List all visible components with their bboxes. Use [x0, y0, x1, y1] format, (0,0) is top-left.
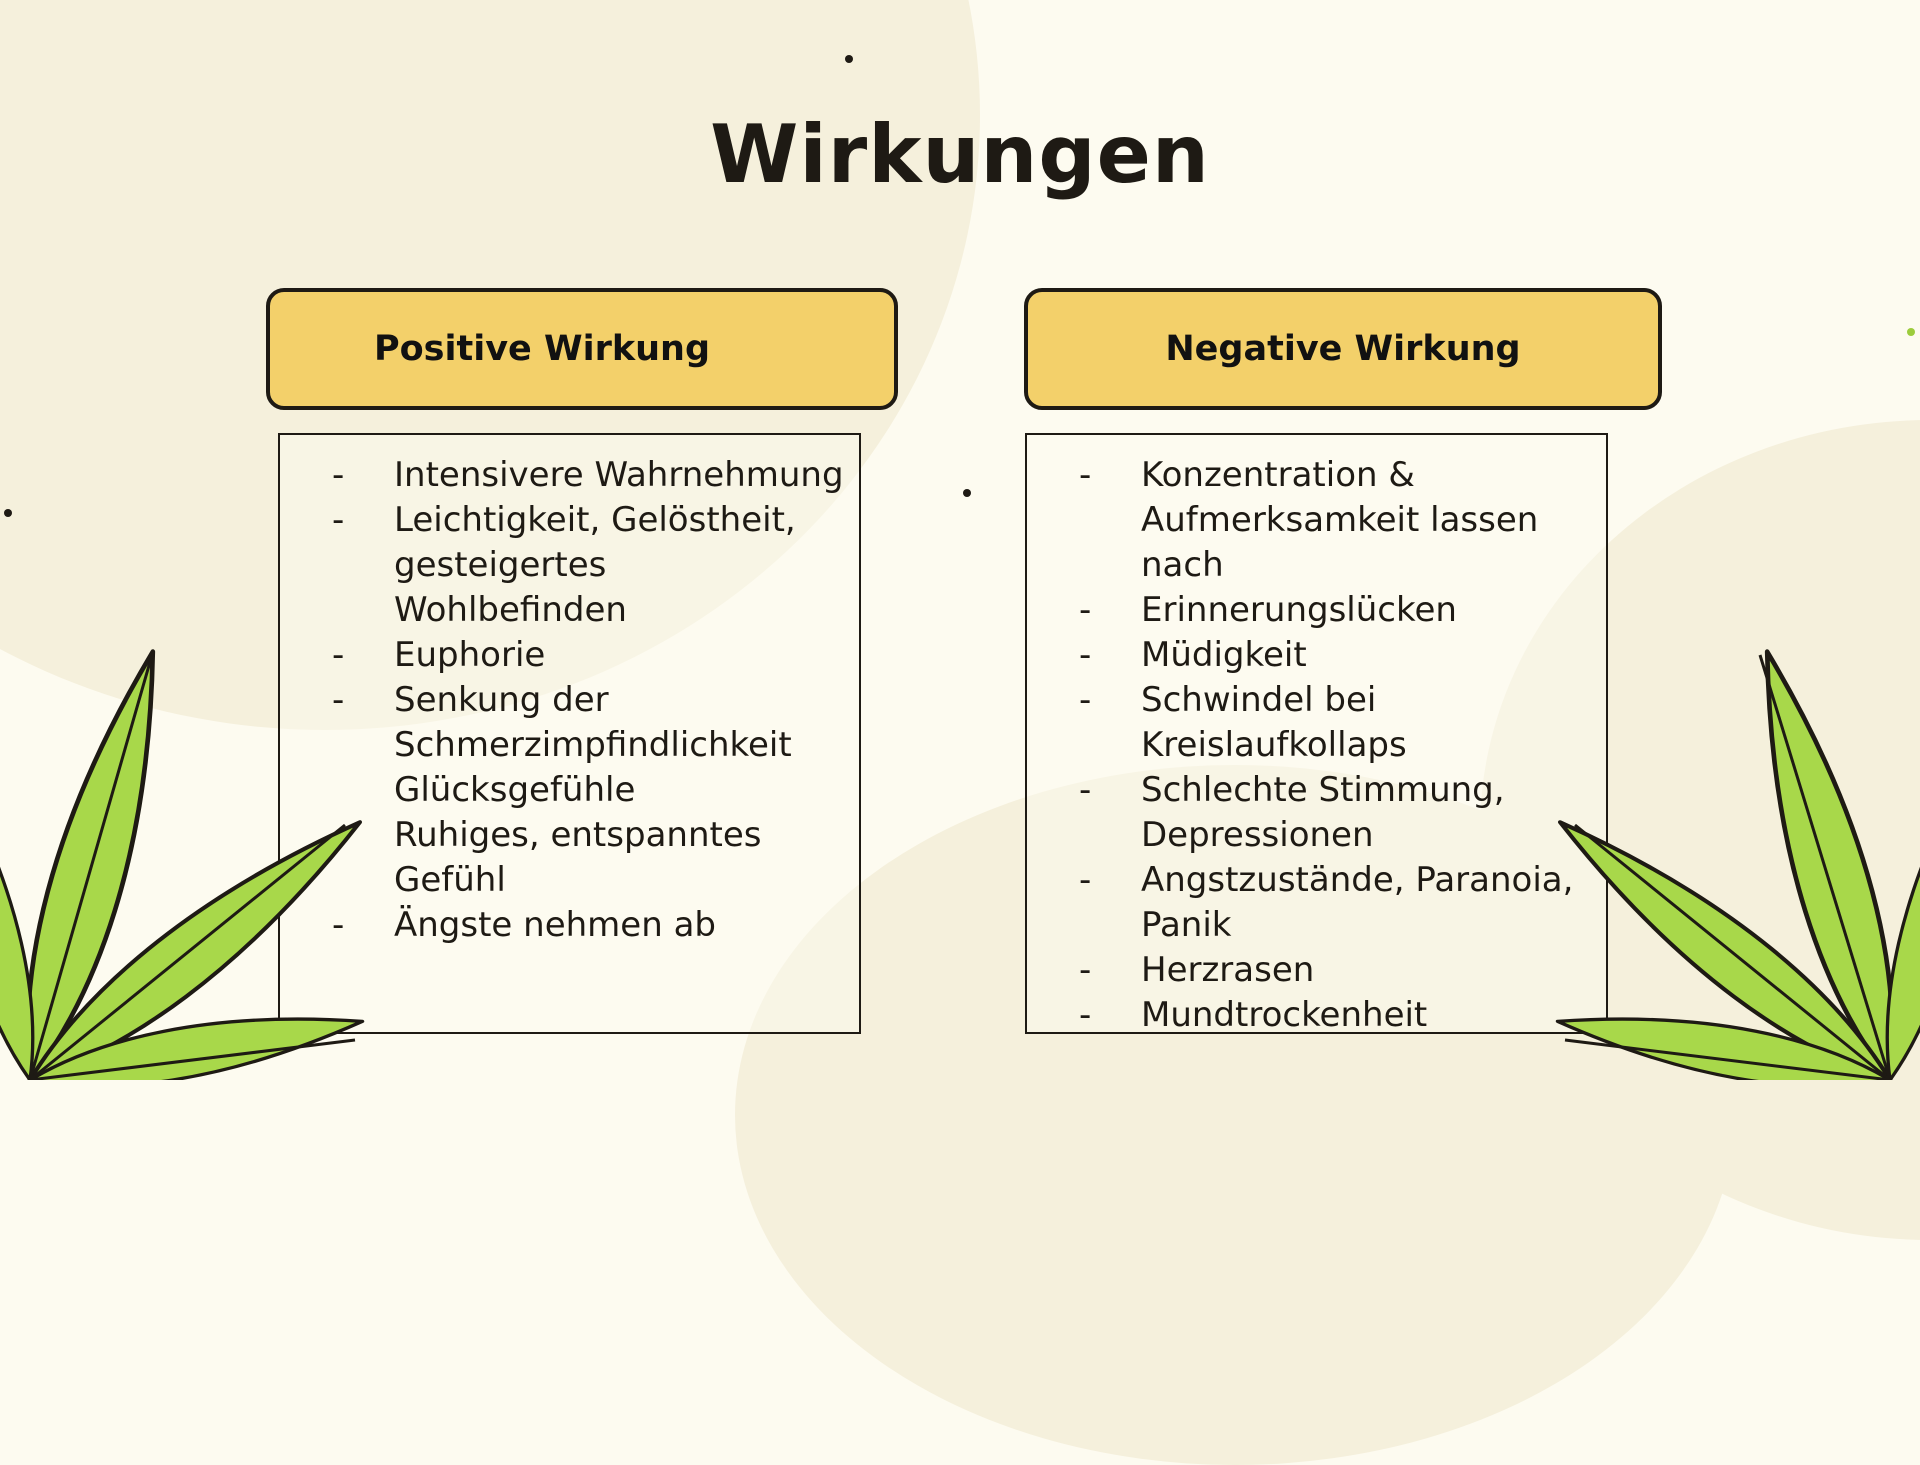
bullet-dash: - — [1079, 950, 1092, 990]
slide-title: Wirkungen — [710, 108, 1210, 201]
bullet-dash: - — [1079, 455, 1092, 495]
list-item-text: Ruhiges, entspanntes Gefühl — [394, 815, 762, 900]
bullet-dash: - — [332, 905, 345, 945]
bullet-dash: - — [332, 680, 345, 720]
list-item — [1027, 588, 1596, 633]
list-item-text: Herzrasen — [1141, 950, 1315, 990]
list-item — [1027, 993, 1596, 1038]
positive-heading-box — [266, 288, 898, 410]
list-item — [1027, 633, 1596, 678]
positive-heading: Positive Wirkung — [373, 329, 711, 369]
bullet-dash: - — [1079, 770, 1092, 810]
list-item-text: Müdigkeit — [1141, 635, 1307, 675]
list-item-text: Intensivere Wahrnehmung — [394, 455, 844, 495]
cannabis-leaf-icon — [0, 620, 400, 1080]
list-item-text: Angstzustände, Paranoia, Panik — [1141, 860, 1574, 945]
list-item — [1027, 453, 1596, 588]
bullet-dash: - — [1079, 635, 1092, 675]
bullet-dash: - — [332, 635, 345, 675]
decorative-dot — [1907, 328, 1915, 336]
bullet-dash: - — [332, 455, 345, 495]
list-item-text: Konzentration & Aufmerksamkeit lassen nach — [1141, 455, 1539, 585]
list-item-text: Schlechte Stimmung, Depressionen — [1141, 770, 1505, 855]
list-item-text: Senkung der Schmerzimpfindlichkeit Glücksgefühle — [394, 680, 792, 810]
bullet-dash: - — [1079, 590, 1092, 630]
list-item — [280, 498, 849, 633]
list-item — [280, 453, 849, 498]
list-item-text: Leichtigkeit, Gelöstheit, gesteigertes Wohlbefinden — [394, 500, 796, 630]
decorative-dot — [963, 489, 971, 497]
bullet-dash: - — [332, 500, 345, 540]
list-item — [1027, 948, 1596, 993]
list-item-text: Euphorie — [394, 635, 546, 675]
list-item — [1027, 858, 1596, 948]
decorative-dot — [845, 55, 853, 63]
bullet-dash: - — [1079, 995, 1092, 1035]
negative-heading: Negative Wirkung — [1165, 329, 1521, 369]
bullet-dash: - — [1079, 680, 1092, 720]
list-item-text: Ängste nehmen ab — [394, 905, 716, 945]
list-item-text: Schwindel bei Kreislaufkollaps — [1141, 680, 1407, 765]
list-item — [1027, 768, 1596, 858]
list-item-text: Erinnerungslücken — [1141, 590, 1457, 630]
negative-heading-box — [1024, 288, 1662, 410]
list-item — [1027, 678, 1596, 768]
cannabis-leaf-icon — [1520, 620, 1920, 1080]
bullet-dash: - — [1079, 860, 1092, 900]
decorative-dot — [4, 509, 12, 517]
list-item-text: Mundtrockenheit — [1141, 995, 1428, 1035]
